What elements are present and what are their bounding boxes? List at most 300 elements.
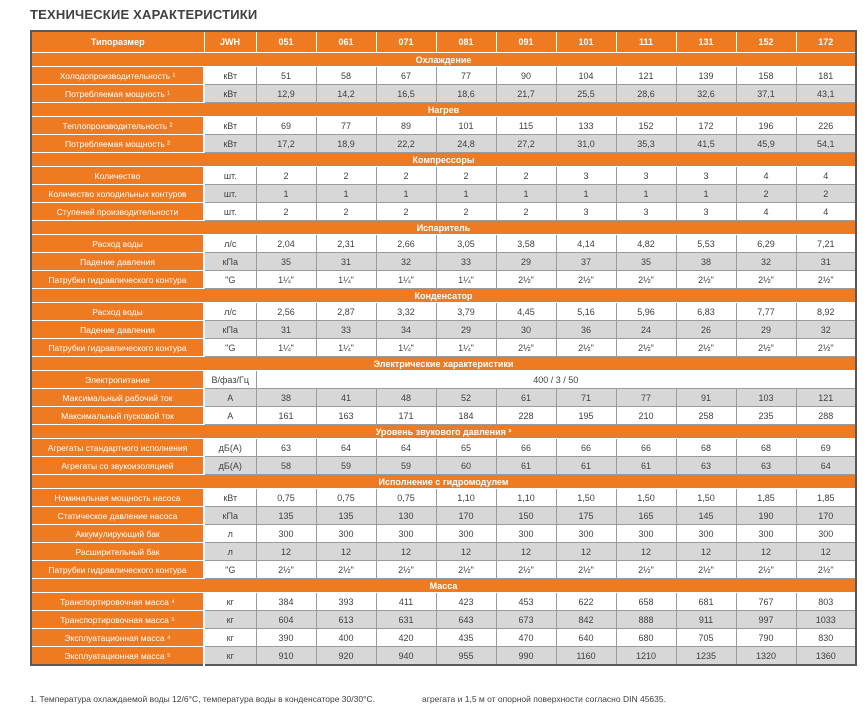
value-cell: 41,5 <box>676 135 736 153</box>
unit-cell: А <box>204 389 256 407</box>
value-cell: 18,6 <box>436 85 496 103</box>
unit-cell: кг <box>204 647 256 666</box>
row-label: Статическое давление насоса <box>31 507 204 525</box>
table-row <box>31 389 856 407</box>
table-row <box>31 235 856 253</box>
value-cell: 133 <box>556 117 616 135</box>
row-label: Расход воды <box>31 303 204 321</box>
value-cell: 3 <box>676 167 736 185</box>
value-cell: 1¼" <box>436 339 496 357</box>
value-cell: 1033 <box>796 611 856 629</box>
table-header-row <box>31 31 856 53</box>
value-cell: 830 <box>796 629 856 647</box>
section-title: Электрические характеристики <box>31 357 856 371</box>
value-cell: 32 <box>736 253 796 271</box>
value-cell: 2½" <box>556 561 616 579</box>
value-cell: 990 <box>496 647 556 666</box>
value-cell: 77 <box>436 67 496 85</box>
value-cell: 2½" <box>556 339 616 357</box>
value-cell: 1 <box>316 185 376 203</box>
value-cell: 35,3 <box>616 135 676 153</box>
value-cell: 63 <box>736 457 796 475</box>
value-cell: 31 <box>256 321 316 339</box>
value-cell: 1 <box>676 185 736 203</box>
value-cell: 135 <box>256 507 316 525</box>
value-cell: 3 <box>556 203 616 221</box>
row-label: Патрубки гидравлического контура <box>31 561 204 579</box>
value-cell: 2½" <box>556 271 616 289</box>
row-label: Аккумулирующий бак <box>31 525 204 543</box>
value-cell: 184 <box>436 407 496 425</box>
value-cell: 1 <box>616 185 676 203</box>
value-cell: 64 <box>796 457 856 475</box>
table-row <box>31 167 856 185</box>
value-cell: 997 <box>736 611 796 629</box>
value-cell: 1 <box>376 185 436 203</box>
value-cell: 767 <box>736 593 796 611</box>
value-cell: 2½" <box>736 339 796 357</box>
value-cell: 888 <box>616 611 676 629</box>
value-cell: 2½" <box>736 561 796 579</box>
column-header-size: 111 <box>616 31 676 53</box>
footnote-continuation: агрегата и 1,5 м от опорной поверхности согласно DIN 45635. <box>422 694 666 704</box>
value-cell: 235 <box>736 407 796 425</box>
unit-cell: "G <box>204 339 256 357</box>
value-cell: 171 <box>376 407 436 425</box>
value-cell: 6,29 <box>736 235 796 253</box>
section-title: Компрессоры <box>31 153 856 167</box>
value-cell: 1,50 <box>676 489 736 507</box>
value-cell: 54,1 <box>796 135 856 153</box>
value-cell: 300 <box>796 525 856 543</box>
table-row <box>31 525 856 543</box>
unit-cell: л <box>204 543 256 561</box>
value-cell: 139 <box>676 67 736 85</box>
column-header-size: 061 <box>316 31 376 53</box>
value-cell: 1,50 <box>616 489 676 507</box>
value-cell: 61 <box>496 457 556 475</box>
table-row <box>31 185 856 203</box>
row-label: Холодопроизводительность ¹ <box>31 67 204 85</box>
value-cell: 5,53 <box>676 235 736 253</box>
unit-cell: кВт <box>204 67 256 85</box>
row-label: Транспортировочная масса ⁴ <box>31 593 204 611</box>
value-cell: 170 <box>436 507 496 525</box>
value-cell: 0,75 <box>256 489 316 507</box>
row-label: Теплопроизводительность ² <box>31 117 204 135</box>
column-header-size: 172 <box>796 31 856 53</box>
section-header-row <box>31 357 856 371</box>
value-cell: 300 <box>376 525 436 543</box>
value-cell: 300 <box>556 525 616 543</box>
value-cell: 2½" <box>376 561 436 579</box>
unit-cell: кг <box>204 611 256 629</box>
value-cell: 2,87 <box>316 303 376 321</box>
section-title: Испаритель <box>31 221 856 235</box>
value-cell: 2 <box>316 167 376 185</box>
footnote-1: 1. Температура охлаждаемой воды 12/6°С, температура воды в конденсаторе 30/30°С. <box>30 694 375 704</box>
value-cell: 63 <box>256 439 316 457</box>
column-header-size: 051 <box>256 31 316 53</box>
value-cell: 1 <box>436 185 496 203</box>
value-cell: 32,6 <box>676 85 736 103</box>
unit-cell: шт. <box>204 167 256 185</box>
value-cell: 48 <box>376 389 436 407</box>
value-cell: 1160 <box>556 647 616 666</box>
value-cell: 920 <box>316 647 376 666</box>
value-cell: 68 <box>736 439 796 457</box>
spec-table-wrapper <box>30 30 857 666</box>
value-cell: 12,9 <box>256 85 316 103</box>
section-title: Охлаждение <box>31 53 856 67</box>
value-cell: 29 <box>736 321 796 339</box>
value-cell: 34 <box>376 321 436 339</box>
value-cell: 4 <box>736 203 796 221</box>
value-cell: 51 <box>256 67 316 85</box>
table-row <box>31 629 856 647</box>
value-cell: 622 <box>556 593 616 611</box>
value-cell-span: 400 / 3 / 50 <box>256 371 856 389</box>
section-title: Конденсатор <box>31 289 856 303</box>
table-row <box>31 303 856 321</box>
value-cell: 1¼" <box>256 339 316 357</box>
value-cell: 66 <box>616 439 676 457</box>
unit-cell: В/фаз/Гц <box>204 371 256 389</box>
section-title: Уровень звукового давления ³ <box>31 425 856 439</box>
value-cell: 25,5 <box>556 85 616 103</box>
row-label: Потребляемая мощность ¹ <box>31 85 204 103</box>
value-cell: 165 <box>616 507 676 525</box>
table-row <box>31 543 856 561</box>
value-cell: 300 <box>256 525 316 543</box>
section-header-row <box>31 579 856 593</box>
value-cell: 680 <box>616 629 676 647</box>
value-cell: 790 <box>736 629 796 647</box>
unit-cell: кг <box>204 629 256 647</box>
value-cell: 58 <box>316 67 376 85</box>
value-cell: 393 <box>316 593 376 611</box>
value-cell: 300 <box>436 525 496 543</box>
value-cell: 842 <box>556 611 616 629</box>
table-row <box>31 407 856 425</box>
value-cell: 91 <box>676 389 736 407</box>
row-label: Агрегаты со звукоизоляцией <box>31 457 204 475</box>
value-cell: 1¼" <box>376 339 436 357</box>
value-cell: 1 <box>256 185 316 203</box>
value-cell: 400 <box>316 629 376 647</box>
row-label: Количество холодильных контуров <box>31 185 204 203</box>
value-cell: 26 <box>676 321 736 339</box>
value-cell: 3,32 <box>376 303 436 321</box>
value-cell: 66 <box>496 439 556 457</box>
value-cell: 12 <box>556 543 616 561</box>
table-row <box>31 457 856 475</box>
value-cell: 12 <box>736 543 796 561</box>
unit-cell: кВт <box>204 489 256 507</box>
value-cell: 190 <box>736 507 796 525</box>
value-cell: 4,82 <box>616 235 676 253</box>
value-cell: 631 <box>376 611 436 629</box>
value-cell: 1360 <box>796 647 856 666</box>
value-cell: 24 <box>616 321 676 339</box>
value-cell: 35 <box>256 253 316 271</box>
value-cell: 12 <box>496 543 556 561</box>
value-cell: 103 <box>736 389 796 407</box>
value-cell: 420 <box>376 629 436 647</box>
value-cell: 1¼" <box>316 339 376 357</box>
value-cell: 58 <box>256 457 316 475</box>
row-label: Падение давления <box>31 253 204 271</box>
column-header-size: 101 <box>556 31 616 53</box>
value-cell: 7,21 <box>796 235 856 253</box>
value-cell: 2½" <box>676 271 736 289</box>
value-cell: 3 <box>556 167 616 185</box>
value-cell: 3 <box>676 203 736 221</box>
column-header-size: 081 <box>436 31 496 53</box>
value-cell: 2 <box>796 185 856 203</box>
value-cell: 29 <box>496 253 556 271</box>
value-cell: 673 <box>496 611 556 629</box>
column-header-size: 091 <box>496 31 556 53</box>
value-cell: 2 <box>376 167 436 185</box>
value-cell: 41 <box>316 389 376 407</box>
value-cell: 910 <box>256 647 316 666</box>
value-cell: 300 <box>616 525 676 543</box>
value-cell: 1,50 <box>556 489 616 507</box>
unit-cell: л/с <box>204 235 256 253</box>
row-label: Расход воды <box>31 235 204 253</box>
value-cell: 1¼" <box>436 271 496 289</box>
value-cell: 152 <box>616 117 676 135</box>
value-cell: 643 <box>436 611 496 629</box>
value-cell: 30 <box>496 321 556 339</box>
unit-cell: шт. <box>204 203 256 221</box>
value-cell: 2½" <box>796 339 856 357</box>
value-cell: 37,1 <box>736 85 796 103</box>
value-cell: 3,58 <box>496 235 556 253</box>
value-cell: 22,2 <box>376 135 436 153</box>
unit-cell: кг <box>204 593 256 611</box>
value-cell: 658 <box>616 593 676 611</box>
unit-cell: кВт <box>204 85 256 103</box>
unit-cell: "G <box>204 271 256 289</box>
table-row <box>31 561 856 579</box>
value-cell: 4 <box>796 203 856 221</box>
unit-cell: А <box>204 407 256 425</box>
value-cell: 59 <box>316 457 376 475</box>
value-cell: 5,96 <box>616 303 676 321</box>
value-cell: 0,75 <box>376 489 436 507</box>
value-cell: 390 <box>256 629 316 647</box>
value-cell: 1¼" <box>376 271 436 289</box>
value-cell: 940 <box>376 647 436 666</box>
value-cell: 115 <box>496 117 556 135</box>
value-cell: 803 <box>796 593 856 611</box>
column-header-size: 071 <box>376 31 436 53</box>
section-title: Нагрев <box>31 103 856 117</box>
value-cell: 12 <box>316 543 376 561</box>
unit-cell: шт. <box>204 185 256 203</box>
value-cell: 38 <box>256 389 316 407</box>
unit-cell: кПа <box>204 253 256 271</box>
row-label: Количество <box>31 167 204 185</box>
unit-cell: л <box>204 525 256 543</box>
row-label: Агрегаты стандартного исполнения <box>31 439 204 457</box>
value-cell: 1,85 <box>736 489 796 507</box>
value-cell: 258 <box>676 407 736 425</box>
value-cell: 604 <box>256 611 316 629</box>
value-cell: 52 <box>436 389 496 407</box>
value-cell: 300 <box>316 525 376 543</box>
value-cell: 2½" <box>796 561 856 579</box>
value-cell: 12 <box>256 543 316 561</box>
value-cell: 681 <box>676 593 736 611</box>
value-cell: 27,2 <box>496 135 556 153</box>
value-cell: 300 <box>676 525 736 543</box>
table-row <box>31 85 856 103</box>
value-cell: 435 <box>436 629 496 647</box>
section-header-row <box>31 153 856 167</box>
row-label: Номинальная мощность насоса <box>31 489 204 507</box>
value-cell: 2,04 <box>256 235 316 253</box>
value-cell: 2½" <box>436 561 496 579</box>
unit-cell: "G <box>204 561 256 579</box>
value-cell: 8,92 <box>796 303 856 321</box>
value-cell: 955 <box>436 647 496 666</box>
row-label: Потребляемая мощность ² <box>31 135 204 153</box>
table-row <box>31 339 856 357</box>
column-header-size: 152 <box>736 31 796 53</box>
table-row <box>31 253 856 271</box>
value-cell: 196 <box>736 117 796 135</box>
value-cell: 2,66 <box>376 235 436 253</box>
value-cell: 2½" <box>496 339 556 357</box>
value-cell: 71 <box>556 389 616 407</box>
value-cell: 16,5 <box>376 85 436 103</box>
value-cell: 2½" <box>616 561 676 579</box>
value-cell: 69 <box>256 117 316 135</box>
value-cell: 2½" <box>496 271 556 289</box>
value-cell: 65 <box>436 439 496 457</box>
value-cell: 36 <box>556 321 616 339</box>
section-title: Исполнение с гидромодулем <box>31 475 856 489</box>
unit-cell: дБ(А) <box>204 457 256 475</box>
table-row <box>31 439 856 457</box>
value-cell: 18,9 <box>316 135 376 153</box>
table-row <box>31 507 856 525</box>
value-cell: 640 <box>556 629 616 647</box>
page-title: ТЕХНИЧЕСКИЕ ХАРАКТЕРИСТИКИ <box>30 7 258 22</box>
column-header-size: 131 <box>676 31 736 53</box>
value-cell: 145 <box>676 507 736 525</box>
value-cell: 158 <box>736 67 796 85</box>
value-cell: 181 <box>796 67 856 85</box>
value-cell: 121 <box>616 67 676 85</box>
value-cell: 61 <box>556 457 616 475</box>
value-cell: 705 <box>676 629 736 647</box>
value-cell: 1¼" <box>256 271 316 289</box>
value-cell: 33 <box>436 253 496 271</box>
value-cell: 4 <box>736 167 796 185</box>
value-cell: 210 <box>616 407 676 425</box>
value-cell: 7,77 <box>736 303 796 321</box>
value-cell: 5,16 <box>556 303 616 321</box>
unit-cell: кВт <box>204 135 256 153</box>
value-cell: 38 <box>676 253 736 271</box>
row-label: Падение давления <box>31 321 204 339</box>
value-cell: 150 <box>496 507 556 525</box>
value-cell: 77 <box>616 389 676 407</box>
value-cell: 61 <box>496 389 556 407</box>
value-cell: 3,79 <box>436 303 496 321</box>
value-cell: 3 <box>616 167 676 185</box>
value-cell: 2 <box>316 203 376 221</box>
value-cell: 1 <box>556 185 616 203</box>
value-cell: 12 <box>616 543 676 561</box>
value-cell: 1¼" <box>316 271 376 289</box>
value-cell: 300 <box>736 525 796 543</box>
table-row <box>31 489 856 507</box>
unit-cell: кВт <box>204 117 256 135</box>
value-cell: 12 <box>796 543 856 561</box>
value-cell: 31,0 <box>556 135 616 153</box>
spec-table <box>30 30 857 666</box>
value-cell: 12 <box>376 543 436 561</box>
value-cell: 89 <box>376 117 436 135</box>
value-cell: 613 <box>316 611 376 629</box>
section-title: Масса <box>31 579 856 593</box>
value-cell: 170 <box>796 507 856 525</box>
value-cell: 63 <box>676 457 736 475</box>
value-cell: 24,8 <box>436 135 496 153</box>
value-cell: 12 <box>436 543 496 561</box>
value-cell: 135 <box>316 507 376 525</box>
value-cell: 101 <box>436 117 496 135</box>
value-cell: 2½" <box>496 561 556 579</box>
section-header-row <box>31 289 856 303</box>
value-cell: 2,56 <box>256 303 316 321</box>
value-cell: 31 <box>796 253 856 271</box>
value-cell: 67 <box>376 67 436 85</box>
value-cell: 1 <box>496 185 556 203</box>
unit-cell: дБ(А) <box>204 439 256 457</box>
section-header-row <box>31 425 856 439</box>
value-cell: 2 <box>496 167 556 185</box>
table-row <box>31 611 856 629</box>
value-cell: 2 <box>256 167 316 185</box>
value-cell: 2 <box>736 185 796 203</box>
value-cell: 300 <box>496 525 556 543</box>
row-label: Патрубки гидравлического контура <box>31 271 204 289</box>
value-cell: 2 <box>436 203 496 221</box>
value-cell: 163 <box>316 407 376 425</box>
table-row <box>31 271 856 289</box>
table-row <box>31 593 856 611</box>
value-cell: 411 <box>376 593 436 611</box>
unit-cell: кПа <box>204 321 256 339</box>
value-cell: 69 <box>796 439 856 457</box>
value-cell: 423 <box>436 593 496 611</box>
unit-cell: л/с <box>204 303 256 321</box>
value-cell: 4,45 <box>496 303 556 321</box>
value-cell: 130 <box>376 507 436 525</box>
value-cell: 60 <box>436 457 496 475</box>
value-cell: 453 <box>496 593 556 611</box>
value-cell: 4,14 <box>556 235 616 253</box>
value-cell: 2 <box>496 203 556 221</box>
row-label: Транспортировочная масса ⁵ <box>31 611 204 629</box>
value-cell: 12 <box>676 543 736 561</box>
